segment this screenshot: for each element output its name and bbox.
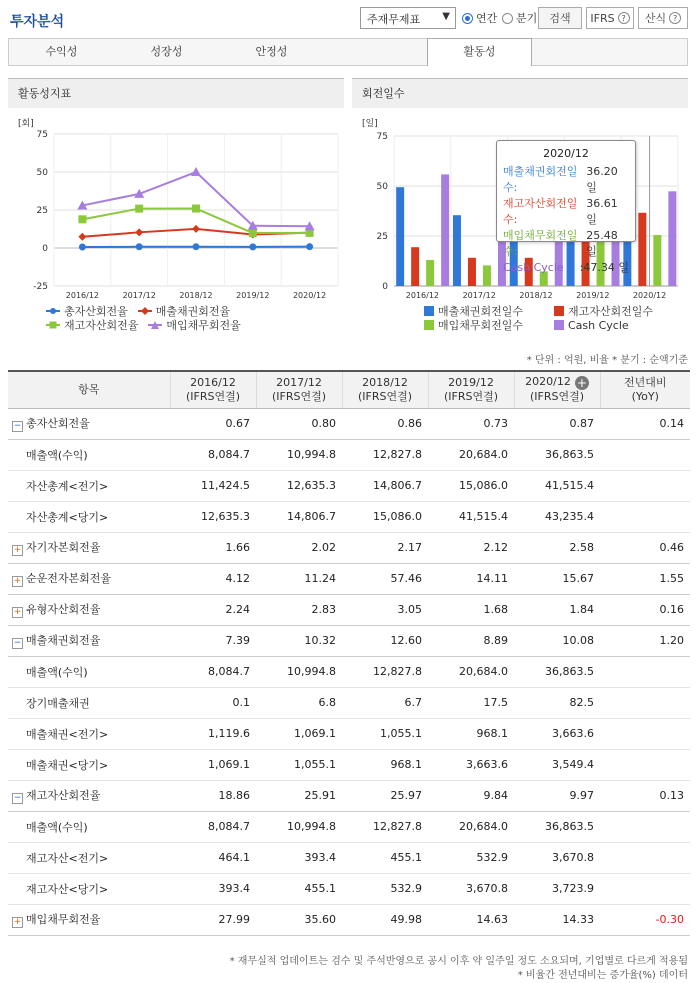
search-button[interactable] (538, 7, 582, 29)
cell-value: 10,994.8 (256, 656, 342, 687)
header-year-label: 2016/12 (190, 375, 236, 389)
header-year-label: 2017/12 (276, 375, 322, 389)
cell-value: 20,684.0 (428, 439, 514, 470)
data-point[interactable] (193, 243, 200, 250)
bar[interactable] (468, 258, 476, 286)
series-line (82, 172, 309, 226)
legend-swatch-icon (554, 320, 564, 330)
row-label-text: 총자산회전율 (26, 417, 90, 430)
cell-value: 532.9 (428, 842, 514, 873)
footnote: * 재무실적 업데이트는 검수 및 주석반영으로 공시 이후 약 일주일 정도 소요되며, 기업별로 다르게 적용됨 (229, 956, 688, 967)
cell-value: 41,515.4 (428, 501, 514, 532)
legend-item[interactable] (424, 318, 544, 332)
cell-value: 10.32 (256, 625, 342, 656)
cell-value: 14.33 (514, 904, 600, 935)
cell-value: 532.9 (342, 873, 428, 904)
row-label (8, 501, 170, 532)
cell-value: 20,684.0 (428, 656, 514, 687)
cell-value: 2.58 (514, 532, 600, 563)
header-yoy-sub: (YoY) (631, 389, 659, 403)
cell-value: 12,827.8 (342, 656, 428, 687)
legend-line-circle-icon (46, 306, 60, 316)
legend-swatch-icon (424, 320, 434, 330)
x-tick-label: 2016/12 (65, 291, 100, 300)
cell-value: 3,663.6 (428, 749, 514, 780)
right-legend (424, 304, 684, 332)
cell-value: 7.39 (170, 625, 256, 656)
cell-value: 57.46 (342, 563, 428, 594)
chart-tooltip (496, 140, 636, 274)
row-label-text: 매출액(수익) (26, 665, 88, 679)
y-tick-label: 50 (36, 168, 48, 178)
cell-value: 10.08 (514, 625, 600, 656)
legend-line-square-icon (46, 320, 60, 330)
y-tick-label: 75 (376, 132, 388, 142)
cell-value: 6.8 (256, 687, 342, 718)
statement-select-value: 주재무제표 (367, 13, 421, 26)
x-tick-label: 2019/12 (236, 291, 270, 300)
activity-line-chart (8, 114, 344, 304)
cell-value: 8.89 (428, 625, 514, 656)
y-tick-label: 25 (36, 206, 48, 216)
expand-icon[interactable]: + (13, 576, 22, 586)
cell-yoy: 0.13 (600, 780, 690, 811)
cell-value: 3,663.6 (514, 718, 600, 749)
cell-value: 2.17 (342, 532, 428, 563)
data-point[interactable] (306, 243, 313, 250)
cell-value: 14,806.7 (256, 501, 342, 532)
analysis-tabs (8, 38, 688, 66)
tooltip-row (503, 196, 629, 228)
cell-value: 8,084.7 (170, 439, 256, 470)
cell-value: 27.99 (170, 904, 256, 935)
legend-label: 총자산회전율 (64, 305, 128, 318)
tooltip-value: 36.20 일 (586, 165, 618, 194)
table-row (8, 501, 690, 532)
cell-value: 12.60 (342, 625, 428, 656)
cell-value: 36,863.5 (514, 439, 600, 470)
header-year (342, 371, 428, 408)
cell-value: 12,635.3 (170, 501, 256, 532)
cell-value: 0.80 (256, 408, 342, 439)
x-tick-label: 2019/12 (576, 291, 610, 300)
cell-value: 41,515.4 (514, 470, 600, 501)
cell-yoy: 0.14 (600, 408, 690, 439)
header-year-label: 2019/12 (448, 375, 494, 389)
row-label (8, 873, 170, 904)
data-point[interactable] (78, 215, 86, 223)
bar[interactable] (638, 213, 646, 286)
cell-value: 1,069.1 (170, 749, 256, 780)
cell-value: 0.86 (342, 408, 428, 439)
bar[interactable] (426, 260, 434, 286)
cell-yoy (600, 718, 690, 749)
legend-item[interactable] (424, 304, 544, 318)
cell-value: 455.1 (342, 842, 428, 873)
cell-value: 393.4 (256, 842, 342, 873)
tooltip-value: 36.61 일 (586, 197, 618, 226)
row-label (8, 811, 170, 842)
cell-value: 14.11 (428, 563, 514, 594)
row-label (8, 470, 170, 501)
legend-item[interactable] (554, 318, 629, 332)
legend-label: Cash Cycle (568, 318, 629, 332)
legend-label: 재고자산회전일수 (568, 305, 654, 318)
table-row (8, 811, 690, 842)
row-label (8, 718, 170, 749)
table-row (8, 718, 690, 749)
cell-value: 6.7 (342, 687, 428, 718)
data-point[interactable] (249, 229, 257, 237)
data-point[interactable] (79, 243, 86, 250)
cell-value: 393.4 (170, 873, 256, 904)
bar[interactable] (453, 215, 461, 286)
collapse-icon[interactable]: − (13, 638, 22, 648)
cell-yoy (600, 749, 690, 780)
cell-value: 10,994.8 (256, 811, 342, 842)
cell-value: 1,055.1 (342, 718, 428, 749)
cell-yoy: 1.55 (600, 563, 690, 594)
cell-value: 464.1 (170, 842, 256, 873)
row-label-text: 매출채권회전율 (26, 634, 101, 647)
x-tick-label: 2017/12 (122, 291, 156, 300)
header-year (428, 371, 514, 408)
row-label-text: 매출액(수익) (26, 448, 88, 462)
table-row (8, 594, 690, 625)
unit-note: * 단위 : 억원, 비율 * 분기 : 순액기준 (526, 355, 688, 366)
row-label (8, 439, 170, 470)
cell-value: 2.24 (170, 594, 256, 625)
row-label (8, 749, 170, 780)
legend-swatch-icon (424, 306, 434, 316)
x-tick-label: 2020/12 (632, 291, 667, 300)
cell-yoy (600, 687, 690, 718)
cell-value: 0.67 (170, 408, 256, 439)
tooltip-title: 2020/12 (543, 147, 589, 160)
header-basis-label: (IFRS연결) (357, 389, 413, 403)
data-point[interactable] (136, 243, 143, 250)
table-row (8, 904, 690, 935)
collapse-icon[interactable]: − (13, 793, 22, 803)
row-label-text: 재고자산<당기> (26, 882, 109, 896)
cell-value: 3,723.9 (514, 873, 600, 904)
cell-value: 15,086.0 (428, 470, 514, 501)
cell-value: 9.97 (514, 780, 600, 811)
legend-item[interactable] (46, 318, 138, 332)
bar[interactable] (653, 235, 661, 286)
header-yoy (600, 371, 690, 408)
tab-profitability[interactable]: 수익성 (45, 45, 78, 58)
cell-value: 25.91 (256, 780, 342, 811)
row-label-text: 자기자본회전율 (26, 541, 101, 554)
bar[interactable] (441, 174, 449, 286)
cell-value: 3,549.4 (514, 749, 600, 780)
cell-yoy (600, 656, 690, 687)
legend-label: 매입채무회전일수 (438, 319, 524, 332)
table-row (8, 625, 690, 656)
header-year (256, 371, 342, 408)
cell-yoy: 0.16 (600, 594, 690, 625)
expand-icon[interactable]: + (13, 545, 22, 555)
x-tick-label: 2018/12 (519, 291, 553, 300)
cell-value: 3,670.8 (514, 842, 600, 873)
header-basis-label: (IFRS연결) (443, 389, 499, 403)
formula-button[interactable] (638, 7, 688, 29)
cell-yoy (600, 811, 690, 842)
legend-line-triangle-icon (148, 320, 162, 330)
tooltip-label: 매입채무회전일수: (503, 229, 578, 258)
y-tick-label: 0 (382, 282, 388, 292)
cell-value: 35.60 (256, 904, 342, 935)
row-label-text: 장기매출채권 (26, 696, 90, 710)
legend-item[interactable] (138, 304, 230, 318)
tooltip-label: 재고자산회전일수: (503, 197, 578, 226)
x-tick-label: 2017/12 (462, 291, 496, 300)
left-legend (46, 304, 336, 332)
legend-label: 재고자산회전율 (64, 319, 139, 332)
cell-value: 8,084.7 (170, 811, 256, 842)
cell-yoy (600, 873, 690, 904)
cell-value: 1,119.6 (170, 718, 256, 749)
table-row (8, 532, 690, 563)
cell-value: 968.1 (428, 718, 514, 749)
header-basis-label: (IFRS연결) (529, 390, 585, 404)
cell-value: 2.83 (256, 594, 342, 625)
cell-value: 2.12 (428, 532, 514, 563)
cell-value: 2.02 (256, 532, 342, 563)
tooltip-value: :47.34 일 (579, 261, 629, 274)
radio-annual[interactable] (462, 10, 497, 26)
bar[interactable] (483, 265, 491, 286)
y-tick-label: 0 (42, 244, 48, 254)
page-title: 투자분석 (10, 14, 65, 30)
cell-value: 20,684.0 (428, 811, 514, 842)
cell-value: 1,069.1 (256, 718, 342, 749)
cell-value: 14.63 (428, 904, 514, 935)
cell-value: 25.97 (342, 780, 428, 811)
table-row (8, 873, 690, 904)
cell-yoy (600, 470, 690, 501)
radio-unselected-icon (502, 13, 513, 24)
table-row (8, 439, 690, 470)
tab-stability[interactable]: 안정성 (255, 45, 288, 58)
tooltip-label: 매출채권회전일수: (503, 165, 578, 194)
y-tick-label: 50 (376, 182, 388, 192)
cell-value: 968.1 (342, 749, 428, 780)
cell-value: 14,806.7 (342, 470, 428, 501)
header-year (170, 371, 256, 408)
table-header-row (8, 371, 690, 408)
expand-icon[interactable]: + (13, 917, 22, 927)
cell-value: 17.5 (428, 687, 514, 718)
tooltip-value: 25.48 일 (586, 229, 618, 258)
help-icon: ? (618, 12, 630, 24)
row-label[interactable] (8, 625, 170, 656)
legend-item[interactable] (46, 304, 128, 318)
cell-value: 11.24 (256, 563, 342, 594)
right-panel-header (352, 78, 688, 108)
statement-select[interactable] (360, 7, 456, 29)
radio-quarter[interactable] (502, 10, 537, 26)
right-panel-title: 회전일수 (362, 87, 405, 100)
header-year-label: 2018/12 (362, 375, 408, 389)
tooltip-row (503, 164, 629, 196)
x-tick-label: 2016/12 (405, 291, 440, 300)
row-label-text: 재고자산<전기> (26, 851, 109, 865)
table-row (8, 780, 690, 811)
cell-value: 36,863.5 (514, 656, 600, 687)
x-tick-label: 2018/12 (179, 291, 213, 300)
table-row (8, 563, 690, 594)
row-label (8, 687, 170, 718)
table-row (8, 656, 690, 687)
row-label (8, 656, 170, 687)
cell-yoy (600, 842, 690, 873)
data-point[interactable] (249, 243, 256, 250)
cell-yoy: 1.20 (600, 625, 690, 656)
help-icon: ? (669, 12, 681, 24)
tooltip-label: Cash Cycle (503, 261, 564, 274)
radio-quarter-label: 분기 (516, 12, 538, 25)
cell-value: 3.05 (342, 594, 428, 625)
x-tick-label: 2020/12 (292, 291, 327, 300)
data-point[interactable] (135, 205, 143, 213)
row-label[interactable] (8, 408, 170, 439)
bar[interactable] (396, 187, 404, 286)
left-panel-title: 활동성지표 (18, 87, 72, 100)
cell-value: 455.1 (256, 873, 342, 904)
tooltip-row (503, 260, 629, 276)
ifrs-button-label: IFRS (590, 11, 615, 25)
cell-value: 82.5 (514, 687, 600, 718)
legend-line-diamond-icon (138, 306, 152, 316)
data-point[interactable] (192, 225, 200, 233)
row-label-text: 재고자산회전율 (26, 789, 101, 802)
tab-activity[interactable]: 활동성 (427, 38, 532, 66)
header-basis-label: (IFRS연결) (185, 389, 241, 403)
row-label-text: 매출채권<전기> (26, 727, 109, 741)
row-label[interactable] (8, 904, 170, 935)
table-row (8, 687, 690, 718)
header-yoy-label: 전년대비 (623, 375, 667, 389)
cell-value: 11,424.5 (170, 470, 256, 501)
row-label-text: 순운전자본회전율 (26, 572, 112, 585)
formula-button-label: 산식 (644, 12, 667, 25)
header-item: 항목 (8, 371, 170, 408)
cell-yoy (600, 439, 690, 470)
cell-value: 15,086.0 (342, 501, 428, 532)
left-panel-header (8, 78, 344, 108)
footnote: * 비율간 전년대비는 증가율(%) 데이터 (517, 970, 688, 981)
table-row (8, 408, 690, 439)
cell-value: 1.66 (170, 532, 256, 563)
row-label[interactable] (8, 780, 170, 811)
search-button-label: 검색 (549, 12, 571, 25)
bar[interactable] (411, 247, 419, 286)
activity-ratio-table (8, 370, 690, 936)
header-year (514, 371, 600, 408)
data-point[interactable] (78, 233, 86, 241)
cell-value: 9.84 (428, 780, 514, 811)
y-tick-label: -25 (33, 282, 48, 292)
data-point[interactable] (135, 228, 143, 236)
data-point[interactable] (192, 205, 200, 213)
legend-label: 매출채권회전율 (155, 305, 231, 318)
table-row (8, 470, 690, 501)
row-label-text: 자산총계<전기> (26, 479, 109, 493)
row-label-text: 매출채권<당기> (26, 758, 109, 772)
row-label (8, 842, 170, 873)
collapse-icon[interactable]: − (13, 421, 22, 431)
row-label[interactable] (8, 594, 170, 625)
cell-value: 12,827.8 (342, 811, 428, 842)
cell-value: 49.98 (342, 904, 428, 935)
legend-item[interactable] (554, 304, 653, 318)
cell-value: 10,994.8 (256, 439, 342, 470)
cell-value: 43,235.4 (514, 501, 600, 532)
cell-yoy: -0.30 (600, 904, 690, 935)
row-label-text: 유형자산회전율 (26, 603, 101, 616)
cell-yoy (600, 501, 690, 532)
cell-value: 15.67 (514, 563, 600, 594)
cell-value: 0.1 (170, 687, 256, 718)
expand-icon[interactable]: + (13, 607, 22, 617)
header-year-label: 2020/12 (525, 375, 571, 389)
cell-value: 1.84 (514, 594, 600, 625)
ifrs-button[interactable] (586, 7, 634, 29)
cell-value: 36,863.5 (514, 811, 600, 842)
cell-yoy: 0.46 (600, 532, 690, 563)
top-bar (0, 0, 696, 36)
table-row (8, 749, 690, 780)
y-tick-label: 75 (36, 130, 48, 140)
legend-label: 매입채무회전율 (166, 319, 241, 332)
y-axis-label: [회] (18, 119, 34, 129)
legend-item[interactable] (148, 318, 240, 332)
header-basis-label: (IFRS연결) (271, 389, 327, 403)
cell-value: 12,827.8 (342, 439, 428, 470)
radio-annual-label: 연간 (476, 12, 498, 25)
legend-label: 매출채권회전일수 (438, 305, 524, 318)
row-label-text: 자산총계<당기> (26, 510, 109, 524)
row-label[interactable] (8, 532, 170, 563)
chevron-down-icon: ▼ (442, 11, 450, 22)
cell-value: 1,055.1 (256, 749, 342, 780)
radio-selected-icon (462, 13, 473, 24)
tab-growth[interactable]: 성장성 (150, 45, 183, 58)
bar[interactable] (668, 191, 676, 286)
cell-value: 3,670.8 (428, 873, 514, 904)
y-tick-label: 25 (376, 232, 388, 242)
cell-value: 0.87 (514, 408, 600, 439)
row-label-text: 매입채무회전율 (26, 913, 101, 926)
tooltip-row (503, 228, 629, 260)
row-label[interactable] (8, 563, 170, 594)
cell-value: 1.68 (428, 594, 514, 625)
y-axis-label: [일] (362, 119, 378, 129)
cell-value: 12,635.3 (256, 470, 342, 501)
cell-value: 18.86 (170, 780, 256, 811)
cell-value: 4.12 (170, 563, 256, 594)
cell-value: 0.73 (428, 408, 514, 439)
add-column-icon[interactable]: + (576, 376, 587, 391)
legend-swatch-icon (554, 306, 564, 316)
cell-value: 8,084.7 (170, 656, 256, 687)
row-label-text: 매출액(수익) (26, 820, 88, 834)
table-row (8, 842, 690, 873)
